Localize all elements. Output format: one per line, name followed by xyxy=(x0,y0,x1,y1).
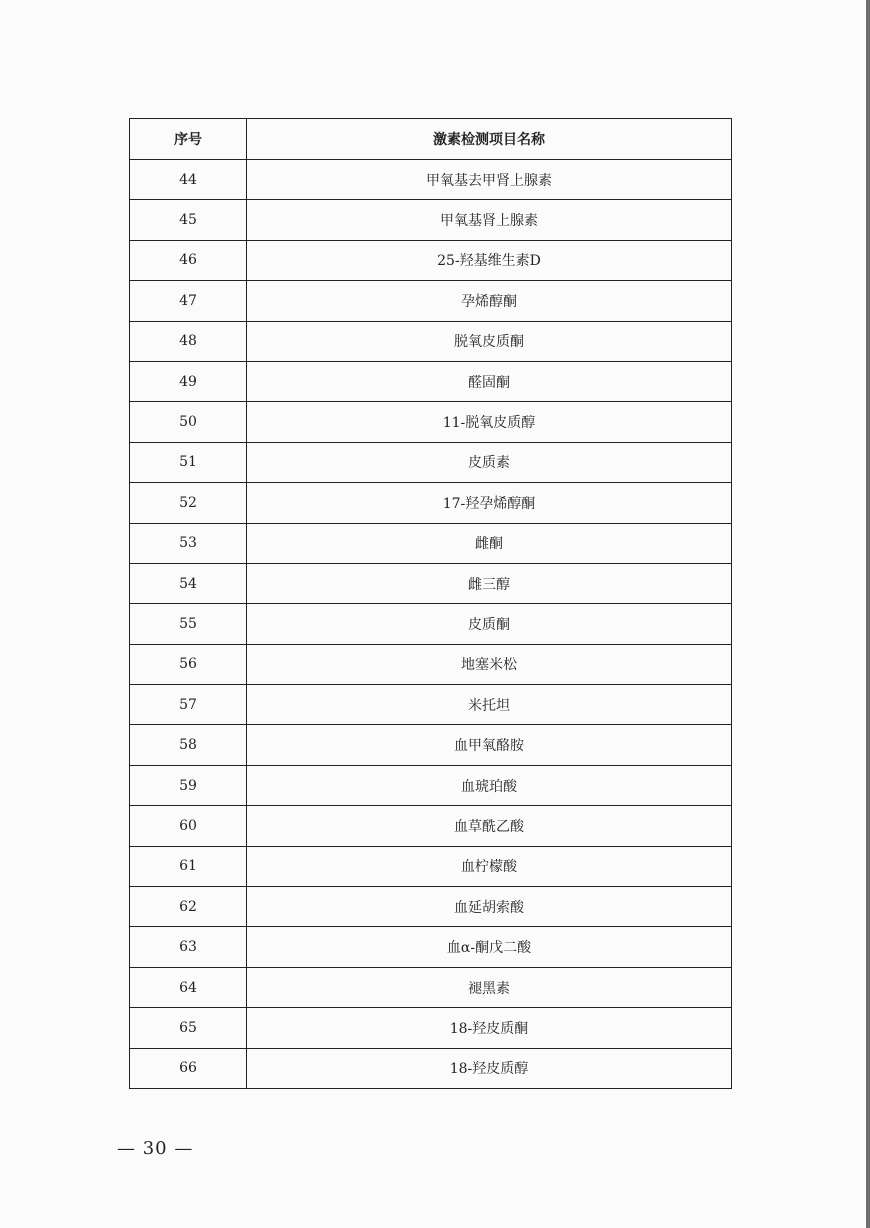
row-test-name: 皮质素 xyxy=(247,442,732,482)
row-test-name: 米托坦 xyxy=(247,685,732,725)
table-row xyxy=(130,200,732,240)
row-test-name: 25-羟基维生素D xyxy=(247,240,732,280)
table-row xyxy=(130,1048,732,1088)
hormone-test-table xyxy=(129,118,732,1089)
row-index: 57 xyxy=(130,685,247,725)
row-index: 59 xyxy=(130,765,247,805)
row-index: 53 xyxy=(130,523,247,563)
row-index: 61 xyxy=(130,846,247,886)
table-row xyxy=(130,563,732,603)
row-index: 66 xyxy=(130,1048,247,1088)
row-index: 56 xyxy=(130,644,247,684)
table-row xyxy=(130,160,732,200)
row-test-name: 脱氧皮质酮 xyxy=(247,321,732,361)
row-test-name: 皮质酮 xyxy=(247,604,732,644)
table-row xyxy=(130,483,732,523)
row-index: 58 xyxy=(130,725,247,765)
row-test-name: 11-脱氧皮质醇 xyxy=(247,402,732,442)
header-index: 序号 xyxy=(130,119,247,160)
row-index: 62 xyxy=(130,887,247,927)
table-row xyxy=(130,402,732,442)
table-row xyxy=(130,361,732,401)
row-test-name: 18-羟皮质醇 xyxy=(247,1048,732,1088)
row-index: 44 xyxy=(130,160,247,200)
row-test-name: 血延胡索酸 xyxy=(247,887,732,927)
table-row xyxy=(130,685,732,725)
row-test-name: 血α-酮戊二酸 xyxy=(247,927,732,967)
table-row xyxy=(130,281,732,321)
row-index: 45 xyxy=(130,200,247,240)
row-test-name: 血柠檬酸 xyxy=(247,846,732,886)
table-row xyxy=(130,967,732,1007)
row-test-name: 孕烯醇酮 xyxy=(247,281,732,321)
row-test-name: 血甲氧酪胺 xyxy=(247,725,732,765)
table-row xyxy=(130,321,732,361)
row-test-name: 血草酰乙酸 xyxy=(247,806,732,846)
row-test-name: 18-羟皮质酮 xyxy=(247,1008,732,1048)
row-test-name: 褪黑素 xyxy=(247,967,732,1007)
row-index: 50 xyxy=(130,402,247,442)
table-row xyxy=(130,523,732,563)
table-row xyxy=(130,1008,732,1048)
table-row xyxy=(130,644,732,684)
row-index: 65 xyxy=(130,1008,247,1048)
table-row xyxy=(130,806,732,846)
table-row xyxy=(130,887,732,927)
row-test-name: 雌酮 xyxy=(247,523,732,563)
row-test-name: 雌三醇 xyxy=(247,563,732,603)
row-test-name: 血琥珀酸 xyxy=(247,765,732,805)
table-row xyxy=(130,725,732,765)
table-row xyxy=(130,765,732,805)
row-index: 47 xyxy=(130,281,247,321)
row-test-name: 甲氧基肾上腺素 xyxy=(247,200,732,240)
row-index: 60 xyxy=(130,806,247,846)
page-number: — 30 — xyxy=(117,1138,194,1159)
row-test-name: 甲氧基去甲肾上腺素 xyxy=(247,160,732,200)
table-row xyxy=(130,240,732,280)
row-test-name: 17-羟孕烯醇酮 xyxy=(247,483,732,523)
row-index: 55 xyxy=(130,604,247,644)
row-test-name: 地塞米松 xyxy=(247,644,732,684)
header-name: 激素检测项目名称 xyxy=(247,119,732,160)
row-index: 64 xyxy=(130,967,247,1007)
row-index: 63 xyxy=(130,927,247,967)
table-row xyxy=(130,442,732,482)
row-index: 46 xyxy=(130,240,247,280)
table-row xyxy=(130,604,732,644)
table-header-row xyxy=(130,119,732,160)
table-row xyxy=(130,846,732,886)
table-body xyxy=(130,119,732,1089)
row-index: 54 xyxy=(130,563,247,603)
row-index: 51 xyxy=(130,442,247,482)
row-index: 48 xyxy=(130,321,247,361)
row-index: 49 xyxy=(130,361,247,401)
table-row xyxy=(130,927,732,967)
row-test-name: 醛固酮 xyxy=(247,361,732,401)
row-index: 52 xyxy=(130,483,247,523)
